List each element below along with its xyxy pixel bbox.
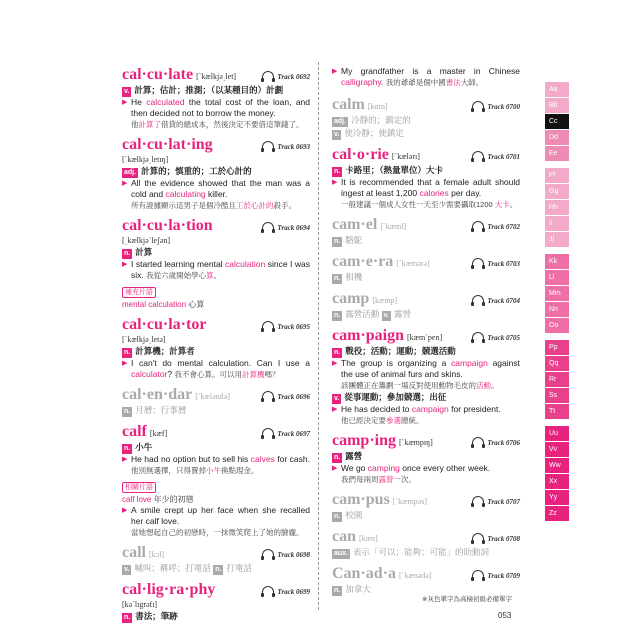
entry-calculating — [122, 136, 310, 211]
example-zh: 我們每兩周露營一次。 — [341, 475, 416, 484]
audio-track[interactable]: Track 0707 — [472, 493, 520, 511]
pronunciation: [ˋkæml] — [380, 222, 407, 231]
example-zh: 所有證據顯示這男子是個冷酷且工於心計的殺手。 — [131, 201, 296, 210]
pos-badge: v. — [124, 88, 130, 95]
entry-campus — [332, 491, 520, 522]
headphones-icon — [262, 391, 274, 400]
definition: 駱駝 — [345, 235, 363, 245]
audio-track[interactable]: Track 0709 — [472, 567, 520, 585]
headphones-icon — [262, 549, 274, 558]
audio-track[interactable]: Track 0705 — [472, 329, 520, 347]
supplement-tag: 補充片語 — [122, 287, 156, 298]
headword: cal·cu·la·tion — [122, 217, 213, 234]
definition: 相機 — [345, 272, 363, 282]
entry-camp — [332, 290, 520, 321]
headword: calf — [122, 423, 147, 440]
pos-badge: n. — [334, 312, 341, 319]
definition: 書法；筆跡 — [135, 611, 178, 621]
headphones-icon — [472, 295, 484, 304]
headphones-icon — [262, 222, 274, 231]
tab-d[interactable]: Dd — [545, 130, 569, 145]
audio-track[interactable]: Track 0695 — [262, 318, 310, 336]
example-en: ▶ It is recommended that a female adult should ingest at least 1,200 calories per day. — [332, 177, 520, 199]
tab-l[interactable]: Ll — [545, 270, 569, 285]
definition: 戰役；活動；運動；競選活動 — [345, 346, 456, 356]
example-zh-2: 他已經決定要參選總統。 — [341, 416, 424, 425]
pos-badge-2: v. — [383, 312, 389, 319]
definition: 計算；估計；推測；（以某種目的）計劃 — [134, 85, 284, 95]
audio-track[interactable]: Track 0694 — [262, 219, 310, 237]
example-zh-2: 當她想起自己的初戀時，一抹微笑爬上了她的臉龐。 — [131, 528, 304, 537]
example-en: ▶ I can't do mental calculation. Can I use a calculator? 我不會心算。可以用計算機嗎？ — [122, 358, 310, 380]
entry-calm — [332, 96, 520, 140]
example-en-2: ▶ A smile crept up her face when she recalled her calf love. — [122, 505, 310, 527]
entry-calorie — [332, 146, 520, 210]
phrase: calf love 年少的初戀 — [122, 495, 194, 504]
example-en: ▶ I started learning mental calculation since I was six. 我從六歲開始學心算。 — [122, 259, 310, 281]
entry-camping — [332, 432, 520, 485]
entry-camera — [332, 253, 520, 284]
tab-t[interactable]: Tt — [545, 404, 569, 419]
tab-h[interactable]: Hh — [545, 200, 569, 215]
headword: Can·ad·a — [332, 565, 397, 582]
pos-badge: n. — [334, 168, 341, 175]
pronunciation: [ˋkælkjə͵letə] — [122, 335, 166, 344]
pos-badge-2: n. — [215, 566, 222, 573]
headword: camp — [332, 290, 370, 307]
entry-calendar — [122, 386, 310, 417]
definition: 冷靜的；鎮定的 — [351, 115, 411, 125]
column-divider — [318, 62, 319, 610]
pos-badge: n. — [124, 408, 131, 415]
tab-q[interactable]: Qq — [545, 356, 569, 371]
definition: 加拿大 — [345, 584, 371, 594]
audio-track[interactable]: Track 0698 — [262, 546, 310, 564]
phrase: mental calculation 心算 — [122, 300, 205, 309]
audio-track[interactable]: Track 0703 — [472, 255, 520, 273]
pronunciation: [ˋkæmpɪŋ] — [399, 438, 433, 447]
tab-o[interactable]: Oo — [545, 318, 569, 333]
pronunciation: [kæn] — [359, 534, 378, 543]
definition: 計算的；慎重的；工於心計的 — [141, 166, 252, 176]
audio-track[interactable]: Track 0692 — [262, 68, 310, 86]
headword: cal·cu·lat·ing — [122, 136, 213, 153]
headword: cal·cu·late — [122, 66, 194, 83]
entry-call — [122, 544, 310, 575]
tab-z[interactable]: Zz — [545, 506, 569, 521]
pronunciation: [ˋkænədə] — [399, 571, 432, 580]
definition: 卡路里；（熱量單位）大卡 — [345, 165, 443, 175]
tab-s[interactable]: Ss — [545, 388, 569, 403]
pronunciation: [͵kælkjəˋleʃən] — [122, 236, 170, 245]
pos-badge: n. — [124, 614, 131, 621]
entry-calf — [122, 423, 310, 538]
definition: 露營 — [345, 451, 363, 461]
footnote: ※灰色單字為高檢初級必備單字 — [422, 596, 512, 603]
pronunciation: [kæmp] — [372, 296, 398, 305]
example-en: ▶ We go camping once every other week. — [332, 463, 520, 474]
headphones-icon — [472, 570, 484, 579]
pronunciation: [kəˋlɪgrəfɪ] — [122, 600, 158, 609]
audio-track[interactable]: Track 0708 — [472, 530, 520, 548]
headphones-icon — [262, 428, 274, 437]
headphones-icon — [472, 101, 484, 110]
pos-badge: n. — [124, 445, 131, 452]
audio-track[interactable]: Track 0704 — [472, 292, 520, 310]
pronunciation: [ˋkæmpəs] — [392, 497, 428, 506]
pronunciation: [kɑm] — [367, 102, 388, 111]
definition: 露營活動 — [345, 309, 380, 319]
pos-badge: aux. — [334, 550, 349, 557]
tab-e[interactable]: Ee — [545, 146, 569, 161]
headphones-icon — [472, 221, 484, 230]
pronunciation: [ˋkælkjə͵let] — [196, 72, 237, 81]
audio-track[interactable]: Track 0702 — [472, 218, 520, 236]
audio-track[interactable]: Track 0701 — [472, 148, 520, 166]
left-column — [122, 66, 310, 629]
headword: cal·lig·ra·phy — [122, 581, 216, 598]
headphones-icon — [262, 71, 274, 80]
tab-v[interactable]: Vv — [545, 442, 569, 457]
pos-badge: v. — [124, 566, 130, 573]
right-column — [332, 66, 520, 602]
definition: 校園 — [345, 510, 363, 520]
headphones-icon — [472, 496, 484, 505]
pos-badge: adj. — [334, 118, 347, 125]
definition: 表示「可以；能夠；可能」的助動詞 — [353, 547, 490, 557]
tab-w[interactable]: Ww — [545, 458, 569, 473]
example-zh: 一般建議一個成人女性一天至少需要攝取1200 大卡。 — [341, 200, 518, 209]
pronunciation: [ˋkælərɪ] — [391, 152, 420, 161]
tab-j[interactable]: Jj — [545, 232, 569, 247]
headphones-icon — [472, 437, 484, 446]
pronunciation: [kæf] — [149, 429, 168, 438]
entry-camel — [332, 216, 520, 247]
headword: cam·e·ra — [332, 253, 394, 270]
audio-track[interactable]: Track 0693 — [262, 138, 310, 156]
headword: cal·cu·la·tor — [122, 316, 207, 333]
headword: camp·ing — [332, 432, 397, 449]
pronunciation: [ˋkæləndə] — [195, 392, 230, 401]
pos-badge: adj. — [124, 169, 137, 176]
tab-b[interactable]: Bb — [545, 98, 569, 113]
headphones-icon — [472, 151, 484, 160]
tab-c[interactable]: Cc — [545, 114, 569, 129]
related-phrase-tag: 相關片語 — [122, 482, 156, 493]
example-en: ▶ All the evidence showed that the man was a cold and calculating killer. — [122, 178, 310, 200]
pos-badge: n. — [334, 275, 341, 282]
pos-badge: n. — [124, 349, 131, 356]
headword: calm — [332, 96, 365, 113]
pos-badge: n. — [334, 587, 341, 594]
tab-y[interactable]: Yy — [545, 490, 569, 505]
pos-badge: n. — [334, 454, 341, 461]
audio-track[interactable]: Track 0699 — [262, 583, 310, 601]
pos-badge: n. — [334, 238, 341, 245]
headword: can — [332, 528, 356, 545]
pronunciation: [ˋkælkjə͵letɪŋ] — [122, 155, 169, 164]
headphones-icon — [262, 321, 274, 330]
tab-f[interactable]: Ff — [545, 168, 569, 183]
definition-2: 使冷靜；使鎮定 — [344, 128, 404, 138]
pronunciation: [kɔl] — [149, 550, 165, 559]
example-en: ▶ My grandfather is a master in Chinese calligraphy. 我的爺爺是個中國書法大師。 — [332, 66, 520, 88]
example-zh: 該團體正在籌劃一場反對使用動物毛皮的活動。 — [341, 381, 499, 390]
tab-u[interactable]: Uu — [545, 426, 569, 441]
tab-g[interactable]: Gg — [545, 184, 569, 199]
headphones-icon — [472, 258, 484, 267]
headword: call — [122, 544, 146, 561]
pos-badge: n. — [334, 513, 341, 520]
definition: 喊叫；稱呼；打電話 — [134, 563, 211, 573]
tab-n[interactable]: Nn — [545, 302, 569, 317]
pronunciation: [ˋkæmərə] — [396, 259, 430, 268]
pos-badge: n. — [124, 250, 131, 257]
headword: cam·paign — [332, 327, 405, 344]
entry-campaign — [332, 327, 520, 426]
pronunciation: [kæmˋpen] — [407, 333, 443, 342]
entry-calligraphy-continued — [332, 66, 520, 88]
headword: cal·en·dar — [122, 386, 193, 403]
audio-track[interactable]: Track 0706 — [472, 434, 520, 452]
definition: 計算 — [135, 247, 153, 257]
example-en: ▶ The group is organizing a campaign against the use of animal furs and skins. — [332, 358, 520, 380]
entry-canada — [332, 565, 520, 596]
headphones-icon — [472, 533, 484, 542]
pos-badge: n. — [334, 349, 341, 356]
tab-a[interactable]: Aa — [545, 82, 569, 97]
headphones-icon — [472, 332, 484, 341]
pos-badge-2: v. — [334, 395, 340, 402]
page-number: 053 — [498, 611, 512, 620]
tab-m[interactable]: Mm — [545, 286, 569, 301]
headword: cam·el — [332, 216, 378, 233]
definition: 計算機；計算者 — [135, 346, 195, 356]
tab-x[interactable]: Xx — [545, 474, 569, 489]
pos-badge-2: v. — [334, 131, 340, 138]
audio-track[interactable]: Track 0700 — [472, 98, 520, 116]
tab-i[interactable]: Ii — [545, 216, 569, 231]
definition-2: 打電話 — [226, 563, 252, 573]
audio-track[interactable]: Track 0696 — [262, 388, 310, 406]
audio-track[interactable]: Track 0697 — [262, 425, 310, 443]
entry-calligraphy — [122, 581, 310, 623]
headphones-icon — [262, 141, 274, 150]
definition: 小牛 — [135, 442, 153, 452]
entry-can — [332, 528, 520, 559]
example-zh: 他計算了借貸的總成本，然後決定不要借這筆錢了。 — [131, 120, 304, 129]
headword: cam·pus — [332, 491, 390, 508]
tab-r[interactable]: Rr — [545, 372, 569, 387]
example-en: ▶ He calculated the total cost of the loan, and then decided not to borrow the money. — [122, 97, 310, 119]
definition-2: 露營 — [393, 309, 411, 319]
headword: cal·o·rie — [332, 146, 389, 163]
headphones-icon — [262, 586, 274, 595]
definition: 月曆；行事曆 — [135, 405, 187, 415]
example-en: ▶ He had no option but to sell his calves for cash. 他別無選擇，只得賣掉小牛換點現金。 — [122, 454, 310, 476]
tab-k[interactable]: Kk — [545, 254, 569, 269]
entry-calculate — [122, 66, 310, 130]
definition-2: 從事運動；參加競選；出征 — [344, 392, 447, 402]
example-en-2: ▶ He has decided to campaign for president. — [332, 404, 520, 415]
entry-calculation — [122, 217, 310, 310]
entry-calculator — [122, 316, 310, 380]
tab-p[interactable]: Pp — [545, 340, 569, 355]
